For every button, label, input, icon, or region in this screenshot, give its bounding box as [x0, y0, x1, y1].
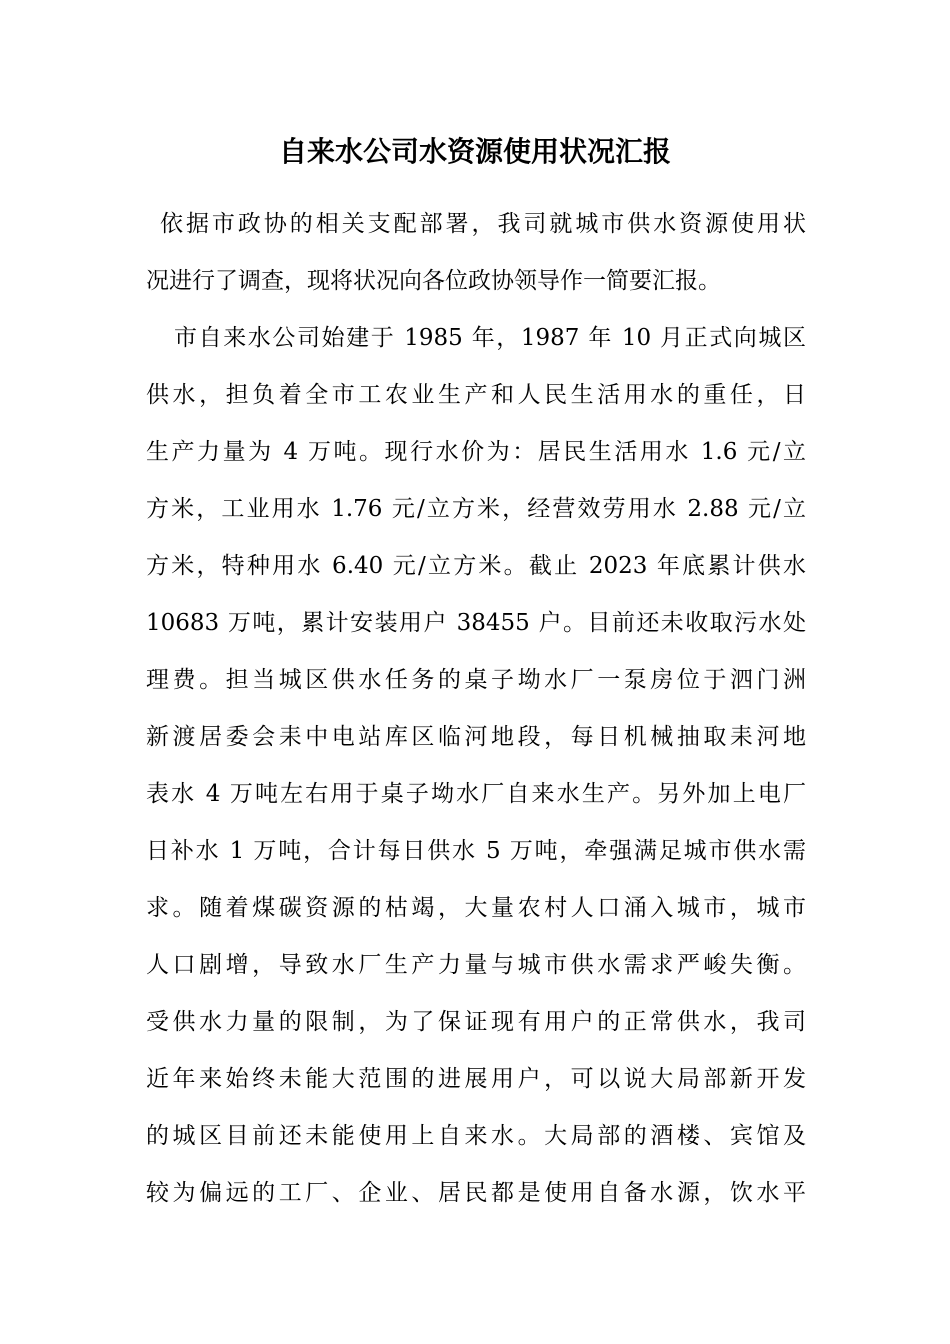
paragraph-line: 人口剧增，导致水厂生产力量与城市供水需求严峻失衡。	[146, 952, 806, 978]
document-title: 自来水公司水资源使用状况汇报	[278, 135, 671, 168]
paragraph-line: 依据市政协的相关支配部署，我司就城市供水资源使用状	[160, 211, 806, 237]
paragraph-line: 市自来水公司始建于 1985 年，1987 年 10 月正式向城区	[174, 325, 806, 351]
paragraph-line: 生产力量为 4 万吨。现行水价为：居民生活用水 1.6 元/立	[146, 439, 806, 465]
paragraph-line: 理费。担当城区供水任务的桌子坳水厂一泵房位于泗门洲	[146, 667, 806, 693]
paragraph-line: 近年来始终未能大范围的进展用户，可以说大局部新开发	[146, 1066, 806, 1092]
paragraph-line: 表水 4 万吨左右用于桌子坳水厂自来水生产。另外加上电厂	[146, 781, 806, 807]
paragraph-line: 方米，工业用水 1.76 元/立方米，经营效劳用水 2.88 元/立	[146, 496, 806, 522]
paragraph-line: 供水，担负着全市工农业生产和人民生活用水的重任，日	[146, 382, 806, 408]
paragraph-line: 10683 万吨，累计安装用户 38455 户。目前还未收取污水处	[146, 610, 806, 636]
paragraph-line: 较为偏远的工厂、企业、居民都是使用自备水源，饮水平	[146, 1180, 806, 1206]
paragraph-line: 方米，特种用水 6.40 元/立方米。截止 2023 年底累计供水	[146, 553, 806, 579]
paragraph-line: 新渡居委会耒中电站库区临河地段，每日机械抽取耒河地	[146, 724, 806, 750]
paragraph-line: 日补水 1 万吨，合计每日供水 5 万吨，牵强满足城市供水需	[146, 838, 806, 864]
paragraph-line: 受供水力量的限制，为了保证现有用户的正常供水，我司	[146, 1009, 806, 1035]
paragraph-line: 求。随着煤碳资源的枯竭，大量农村人口涌入城市，城市	[146, 895, 806, 921]
paragraph-line: 况进行了调查，现将状况向各位政协领导作一简要汇报。	[146, 268, 721, 294]
paragraph-line: 的城区目前还未能使用上自来水。大局部的酒楼、宾馆及	[146, 1123, 806, 1149]
